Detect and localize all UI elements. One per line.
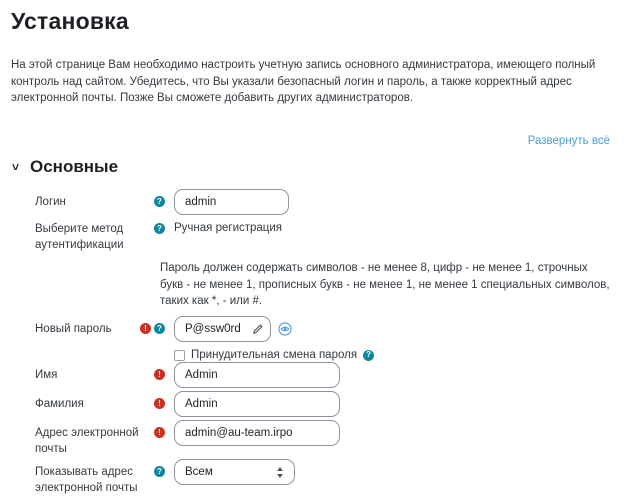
pencil-edit-icon[interactable] — [252, 324, 263, 335]
login-input[interactable] — [174, 189, 289, 215]
login-label: Логин — [35, 196, 66, 209]
email-visibility-value: Всем — [185, 466, 213, 479]
page-description: На этой странице Вам необходимо настроить учетную запись основного администратора, имеющего полный контроль над сайтом. Убедитесь, что Вы указали безопасный логин и пароль, а также корректный адрес электронной почты. Позже Вы сможете добавить других администраторов. — [11, 59, 596, 105]
lastname-input[interactable] — [174, 391, 340, 417]
force-change-checkbox[interactable] — [174, 350, 185, 361]
firstname-input[interactable] — [174, 362, 340, 388]
new-password-input[interactable] — [174, 316, 271, 342]
page-title: Установка — [11, 8, 129, 34]
chevron-down-icon[interactable]: ˅ — [12, 160, 20, 175]
expand-all-link[interactable]: Развернуть всё — [527, 135, 610, 148]
select-caret-icon — [276, 467, 284, 478]
email-visibility-select[interactable] — [174, 459, 295, 485]
section-header-general[interactable] — [12, 157, 610, 177]
help-icon[interactable]: ? — [154, 323, 165, 334]
force-change-label: Принудительная смена пароля — [191, 349, 358, 362]
help-icon[interactable]: ? — [154, 466, 165, 477]
required-icon: ! — [140, 323, 151, 334]
required-icon: ! — [154, 427, 165, 438]
required-icon: ! — [154, 369, 165, 380]
section-title: Основные — [30, 157, 119, 177]
expand-all-row — [11, 131, 610, 149]
admin-account-form — [11, 189, 610, 496]
login-row — [35, 189, 610, 215]
auth-method-value: Ручная регистрация — [174, 222, 283, 235]
help-icon[interactable]: ? — [154, 223, 165, 234]
firstname-row — [35, 362, 610, 388]
new-password-label: Новый пароль — [35, 323, 112, 336]
password-requirements-text: Пароль должен содержать символов - не менее 8, цифр - не менее 1, строчных букв - не менее 1, прописных букв - не менее 1, не менее 1 специальных символов, таких как *, - или #. — [160, 262, 610, 308]
auth-method-label: Выберите метод аутентификации — [35, 223, 124, 251]
eye-unmask-icon[interactable] — [278, 322, 292, 336]
email-visibility-row — [35, 459, 610, 496]
email-input[interactable] — [174, 420, 340, 446]
new-password-value: P@ssw0rd — [185, 323, 241, 336]
password-hint-row — [35, 260, 610, 310]
lastname-label: Фамилия — [35, 398, 84, 411]
email-visibility-label: Показывать адрес электронной почты — [35, 466, 138, 494]
new-password-row — [35, 316, 610, 342]
required-icon: ! — [154, 398, 165, 409]
lastname-row — [35, 391, 610, 417]
firstname-label: Имя — [35, 369, 58, 382]
help-icon[interactable]: ? — [154, 196, 165, 207]
force-change-row — [35, 343, 610, 361]
email-row — [35, 420, 610, 457]
email-label: Адрес электронной почты — [35, 427, 139, 455]
auth-method-row — [35, 216, 610, 253]
help-icon[interactable]: ? — [363, 350, 374, 361]
